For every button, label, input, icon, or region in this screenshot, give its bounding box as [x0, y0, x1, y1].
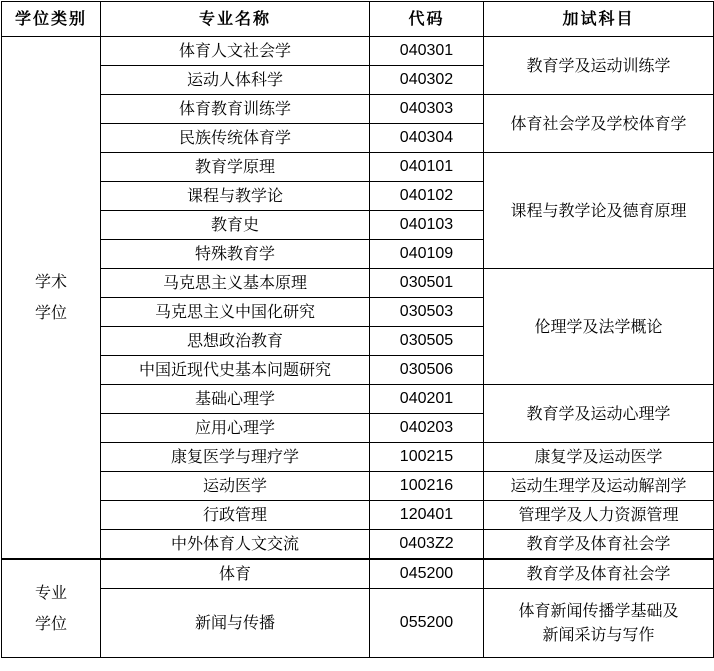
table-row — [2, 472, 714, 501]
major-name-cell: 思想政治教育 — [101, 327, 370, 356]
code-cell: 040301 — [370, 37, 484, 66]
code-cell: 040102 — [370, 182, 484, 211]
code-cell: 030506 — [370, 356, 484, 385]
group-academic-line1: 学术 — [34, 272, 67, 292]
table-header-row — [2, 2, 714, 37]
table-row — [2, 37, 714, 66]
code-cell: 040304 — [370, 124, 484, 153]
code-cell: 0403Z2 — [370, 530, 484, 560]
major-name-cell: 基础心理学 — [101, 385, 370, 414]
table-row — [2, 153, 714, 182]
subject-cell: 教育学及运动训练学 — [484, 37, 714, 95]
subject-news-line1: 体育新闻传播学基础及 — [518, 601, 679, 620]
code-cell: 040303 — [370, 95, 484, 124]
table-row — [2, 385, 714, 414]
subject-cell: 教育学及体育社会学 — [484, 559, 714, 589]
table-row — [2, 95, 714, 124]
major-name-cell: 教育学原理 — [101, 153, 370, 182]
major-name-cell: 特殊教育学 — [101, 240, 370, 269]
table-row — [2, 501, 714, 530]
major-name-cell: 马克思主义中国化研究 — [101, 298, 370, 327]
subject-cell: 康复学及运动医学 — [484, 443, 714, 472]
code-cell: 040109 — [370, 240, 484, 269]
subject-cell: 体育社会学及学校体育学 — [484, 95, 714, 153]
major-name-cell: 体育 — [101, 559, 370, 589]
subject-cell: 伦理学及法学概论 — [484, 269, 714, 385]
program-table — [1, 1, 714, 658]
major-name-cell: 康复医学与理疗学 — [101, 443, 370, 472]
code-cell: 040103 — [370, 211, 484, 240]
header-code: 代码 — [370, 2, 484, 37]
major-name-cell: 教育史 — [101, 211, 370, 240]
code-cell: 030501 — [370, 269, 484, 298]
major-name-cell: 新闻与传播 — [101, 589, 370, 658]
major-name-cell: 民族传统体育学 — [101, 124, 370, 153]
code-cell: 030505 — [370, 327, 484, 356]
major-name-cell: 运动医学 — [101, 472, 370, 501]
group-professional-line2: 学位 — [34, 613, 67, 633]
group-academic-degree — [2, 37, 101, 560]
code-cell: 030503 — [370, 298, 484, 327]
major-name-cell: 课程与教学论 — [101, 182, 370, 211]
code-cell: 040101 — [370, 153, 484, 182]
code-cell: 045200 — [370, 559, 484, 589]
group-academic-line2: 学位 — [34, 302, 67, 322]
header-extra-subjects: 加试科目 — [484, 2, 714, 37]
code-cell: 055200 — [370, 589, 484, 658]
header-major-name: 专业名称 — [101, 2, 370, 37]
code-cell: 040203 — [370, 414, 484, 443]
major-name-cell: 运动人体科学 — [101, 66, 370, 95]
group-professional-degree — [2, 559, 101, 658]
major-name-cell: 马克思主义基本原理 — [101, 269, 370, 298]
table-row — [2, 559, 714, 589]
code-cell: 040302 — [370, 66, 484, 95]
group-professional-line1: 专业 — [34, 583, 67, 603]
major-name-cell: 应用心理学 — [101, 414, 370, 443]
subject-cell: 教育学及运动心理学 — [484, 385, 714, 443]
code-cell: 100216 — [370, 472, 484, 501]
table-row — [2, 589, 714, 658]
major-name-cell: 中外体育人文交流 — [101, 530, 370, 560]
table-row — [2, 269, 714, 298]
major-name-cell: 体育人文社会学 — [101, 37, 370, 66]
major-name-cell: 行政管理 — [101, 501, 370, 530]
subject-cell: 管理学及人力资源管理 — [484, 501, 714, 530]
table-row — [2, 530, 714, 560]
subject-cell: 课程与教学论及德育原理 — [484, 153, 714, 269]
subject-cell: 运动生理学及运动解剖学 — [484, 472, 714, 501]
major-name-cell: 体育教育训练学 — [101, 95, 370, 124]
subject-cell: 教育学及体育社会学 — [484, 530, 714, 560]
table-row — [2, 443, 714, 472]
major-name-cell: 中国近现代史基本问题研究 — [101, 356, 370, 385]
subject-cell-news — [484, 589, 714, 658]
code-cell: 040201 — [370, 385, 484, 414]
code-cell: 100215 — [370, 443, 484, 472]
subject-news-line2: 新闻采访与写作 — [542, 625, 655, 644]
header-degree-type: 学位类别 — [2, 2, 101, 37]
code-cell: 120401 — [370, 501, 484, 530]
